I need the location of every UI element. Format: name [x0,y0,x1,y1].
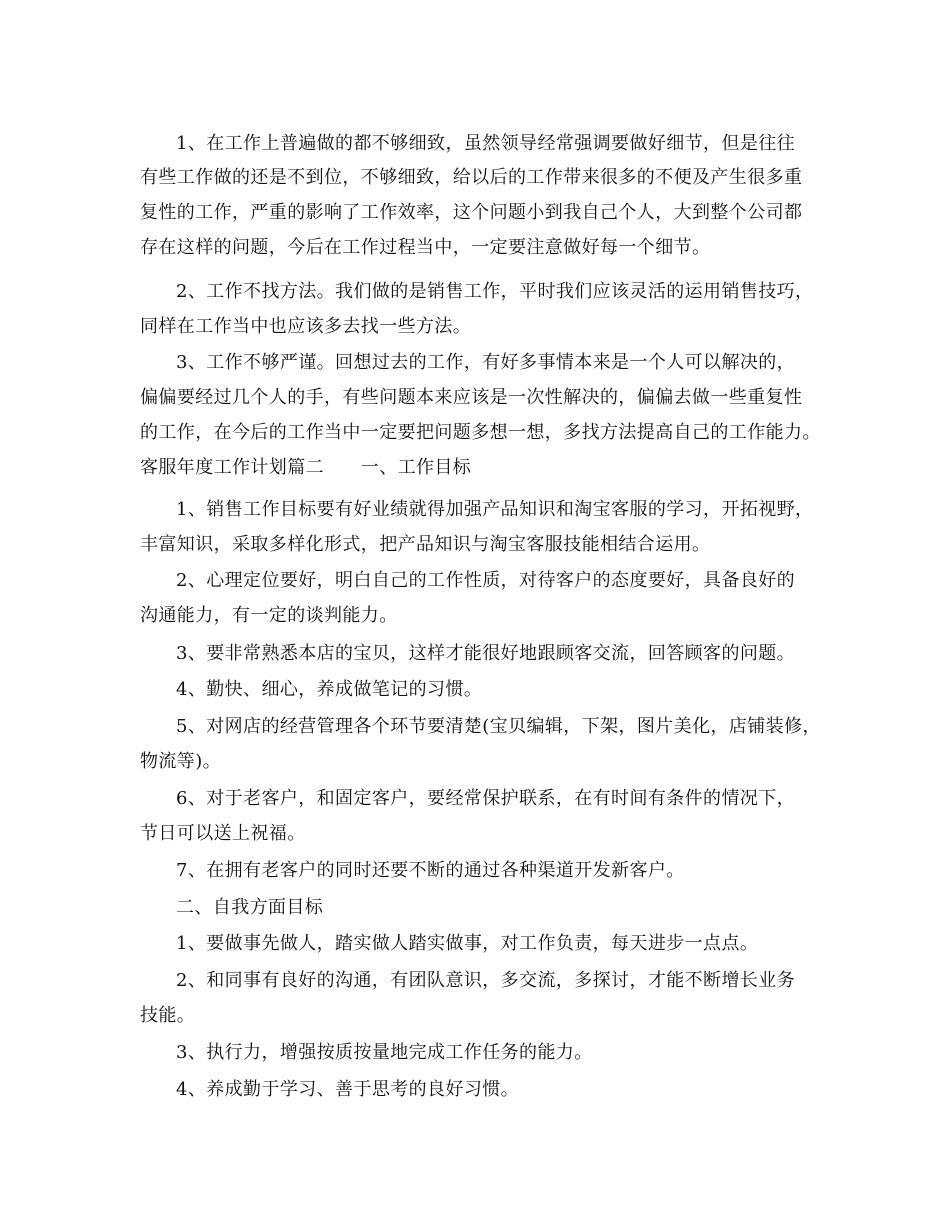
text-line: 物流等)。 [140,751,222,772]
text-line: 同样在工作当中也应该多去找一些方法。 [140,316,472,337]
text-line: 5、对网店的经营管理各个环节要清楚(宝贝编辑，下架，图片美化，店铺装修， [176,716,821,737]
text-line: 4、勤快、细心，养成做笔记的习惯。 [176,679,483,700]
text-line: 3、要非常熟悉本店的宝贝，这样才能很好地跟顾客交流，回答顾客的问题。 [176,643,796,664]
text-line: 复性的工作，严重的影响了工作效率，这个问题小到我自己个人，大到整个公司都 [140,202,803,223]
section-heading: 客服年度工作计划篇二 一、工作目标 [140,457,472,478]
text-line: 节日可以送上祝福。 [140,823,306,844]
text-line: 2、心理定位要好，明白自己的工作性质，对待客户的态度要好，具备良好的 [176,570,796,591]
text-line: 存在这样的问题，今后在工作过程当中，一定要注意做好每一个细节。 [140,237,711,258]
text-line: 1、销售工作目标要有好业绩就得加强产品知识和淘宝客服的学习，开拓视野， [176,499,814,520]
text-line: 3、执行力，增强按质按量地完成工作任务的能力。 [176,1042,593,1063]
text-line: 偏偏要经过几个人的手，有些问题本来应该是一次性解决的，偏偏去做一些重复性 [140,387,803,408]
text-line: 3、工作不够严谨。回想过去的工作，有好多事情本来是一个人可以解决的， [176,352,796,373]
text-line: 的工作，在今后的工作当中一定要把问题多想一想，多找方法提高自己的工作能力。 [140,422,821,443]
text-line: 1、在工作上普遍做的都不够细致，虽然领导经常强调要做好细节，但是往往 [176,133,796,154]
text-line: 有些工作做的还是不到位，不够细致，给以后的工作带来很多的不便及产生很多重 [140,167,803,188]
text-line: 技能。 [140,1005,196,1026]
text-line: 沟通能力，有一定的谈判能力。 [140,605,398,626]
text-line: 7、在拥有老客户的同时还要不断的通过各种渠道开发新客户。 [176,860,685,881]
text-line: 4、养成勤于学习、善于思考的良好习惯。 [176,1079,520,1100]
text-line: 丰富知识，采取多样化形式，把产品知识与淘宝客服技能相结合运用。 [140,534,711,555]
text-line: 1、要做事先做人，踏实做人踏实做事，对工作负责，每天进步一点点。 [176,933,759,954]
text-line: 6、对于老客户，和固定客户，要经常保护联系，在有时间有条件的情况下， [176,788,796,809]
section-heading: 二、自我方面目标 [176,897,324,918]
text-line: 2、工作不找方法。我们做的是销售工作，平时我们应该灵活的运用销售技巧， [176,281,814,302]
text-line: 2、和同事有良好的沟通，有团队意识，多交流，多探讨，才能不断增长业务 [176,970,796,991]
